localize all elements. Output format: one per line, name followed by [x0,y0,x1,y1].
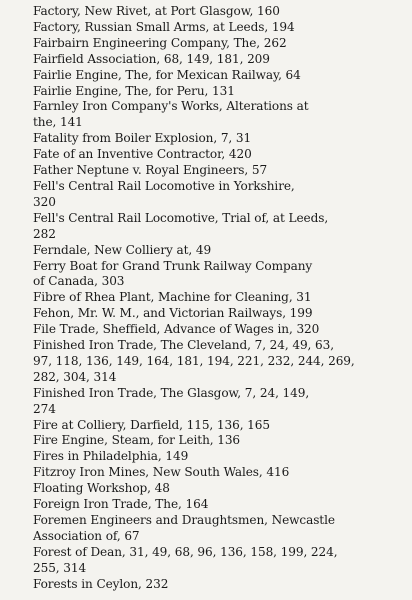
index-entry-line: 282 [33,226,56,241]
index-entry-line: 274 [33,401,56,416]
index-entry-line: Ferry Boat for Grand Trunk Railway Company [33,258,313,273]
index-entry-line: Forests in Ceylon, 232 [33,576,169,591]
index-entry-line: of Canada, 303 [33,274,125,289]
index-entry-line: 255, 314 [33,560,87,575]
index-entry-line: Fires in Philadelphia, 149 [33,449,189,464]
index-entry-line: Fairbairn Engineering Company, The, 262 [33,35,287,50]
index-entry-line: Fell's Central Rail Locomotive in Yorkshire, [33,178,295,193]
index-entry-line: Finished Iron Trade, The Glasgow, 7, 24, 149, [33,385,310,400]
index-entry [33,545,402,577]
index-entry [33,513,402,545]
index-entry [33,147,402,163]
index-entry [33,4,402,20]
index-entry [33,52,402,68]
index-entry-line: Fell's Central Rail Locomotive, Trial of, at Leeds, [33,210,329,225]
index-entry [33,211,402,243]
index-entry [33,465,402,481]
index-entry [33,449,402,465]
index-entry-line: Fire at Colliery, Darfield, 115, 136, 165 [33,417,270,432]
index-entry [33,163,402,179]
index-entry-line: Ferndale, New Colliery at, 49 [33,242,212,257]
index-entry [33,338,402,386]
index-entry-line: Fire Engine, Steam, for Leith, 136 [33,433,241,448]
index-entry-line: Fate of an Inventive Contractor, 420 [33,147,252,162]
index-entry-line: Fairfield Association, 68, 149, 181, 209 [33,51,270,66]
index-entry [33,306,402,322]
index-entry [33,84,402,100]
index-entry-line: 97, 118, 136, 149, 164, 181, 194, 221, 232, 244, 269, [33,353,355,368]
index-entry [33,418,402,434]
index-entry [33,131,402,147]
index-entry [33,68,402,84]
index-entry [33,322,402,338]
index-entry-line: File Trade, Sheffield, Advance of Wages in, 320 [33,322,320,337]
index-entry-line: Association of, 67 [33,528,140,543]
index-entry [33,481,402,497]
index-entry-line: Foreign Iron Trade, The, 164 [33,497,209,512]
index-entry-line: Factory, New Rivet, at Port Glasgow, 160 [33,4,280,18]
index-entry [33,290,402,306]
index-entry-line: the, 141 [33,115,83,130]
index-entry [33,497,402,513]
index-entry [33,577,402,593]
index-entry-line: Fehon, Mr. W. M., and Victorian Railways, 199 [33,306,313,321]
index-entry [33,99,402,131]
index-entry [33,259,402,291]
index-entry-line: Finished Iron Trade, The Cleveland, 7, 24, 49, 63, [33,338,334,353]
index-entry-line: Farnley Iron Company's Works, Alterations at [33,99,309,114]
index-entry-line: Forest of Dean, 31, 49, 68, 96, 136, 158, 199, 224, [33,544,338,559]
index-entry-line: Fairlie Engine, The, for Peru, 131 [33,83,235,98]
index-entry [33,433,402,449]
index-entry-line: Fatality from Boiler Explosion, 7, 31 [33,131,252,146]
index-entry [33,36,402,52]
index-entry-line: Floating Workshop, 48 [33,481,170,496]
index-entry-line: Fairlie Engine, The, for Mexican Railway, 64 [33,67,301,82]
index-entry [33,386,402,418]
index-entry-line: 320 [33,194,56,209]
index-entry-line: Fibre of Rhea Plant, Machine for Cleaning, 31 [33,290,312,305]
index-entry-line: Factory, Russian Small Arms, at Leeds, 194 [33,19,295,34]
index-entry [33,20,402,36]
index-entry-line: 282, 304, 314 [33,369,117,384]
index-entry-line: Foremen Engineers and Draughtsmen, Newcastle [33,513,335,527]
index-entry [33,243,402,259]
index-entry-line: Fitzroy Iron Mines, New South Wales, 416 [33,465,290,480]
index-entry [33,179,402,211]
index-entry-line: Father Neptune v. Royal Engineers, 57 [33,163,268,178]
